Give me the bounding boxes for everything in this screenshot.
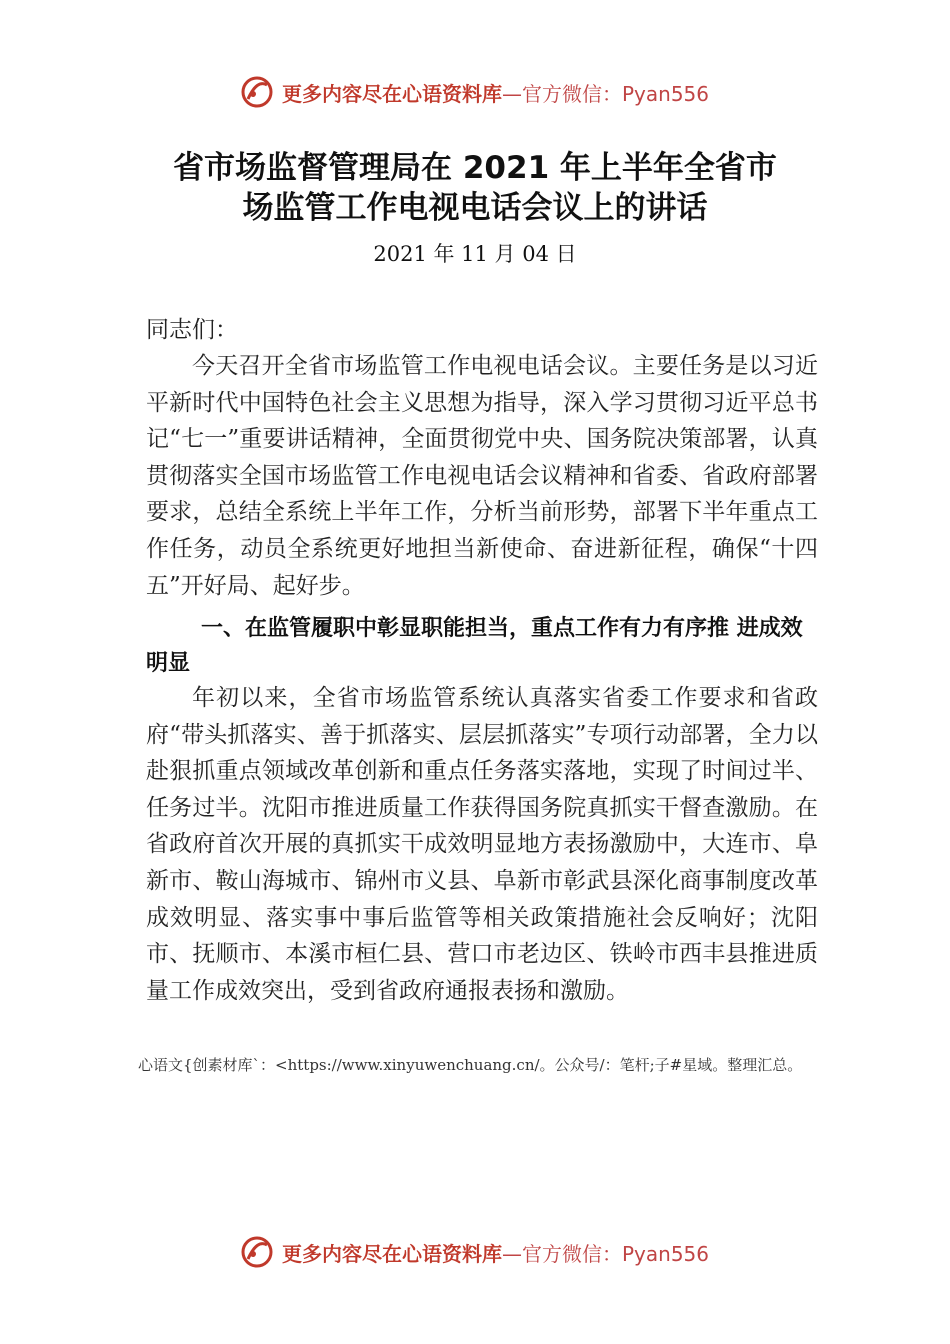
document-title: [120, 148, 830, 228]
paragraph-section-1: 年初以来，全省市场监管系统认真落实省委工作要求和省政府“带头抓落实、善于抓落实、层层抓落实”专项行动部署，全力以赴狠抓重点领域改革创新和重点任务落实落地，实现了时间过半、任务过半。沈阳市推进质量工作获得国务院真抓实干督查激励。在省政府首次开展的真抓实干成效明显地方表扬激励中，大连市、阜新市、鞍山海城市、锦州市义县、阜新市彰武县深化商事制度改革成效明显、落实事中事后监管等相关政策措施社会反响好；沈阳市、抚顺市、本溪市桓仁县、营口市老边区、铁岭市西丰县推进质量工作成效突出，受到省政府通报表扬和激励。: [146, 685, 818, 1004]
banner-text: 更多内容尽在心语资料库—官方微信：Pyan556: [282, 81, 710, 106]
brand-logo-icon: [240, 75, 274, 109]
paragraph-intro: 今天召开全省市场监管工作电视电话会议。主要任务是以习近平新时代中国特色社会主义思想为指导，深入学习贯彻习近平总书记“七一”重要讲话精神，全面贯彻党中央、国务院决策部署，认真贯彻落实全国市场监管工作电视电话会议精神和省委、省政府部署要求，总结全系统上半年工作，分析当前形势，部署下半年重点工作任务，动员全系统更好地担当新使命、奋进新征程，确保“十四五”开好局、起好步。: [146, 353, 818, 599]
section-heading-1: 一、在监管履职中彰显职能担当，重点工作有力有序推 进成效明显: [146, 616, 803, 676]
title-line-2: 场监管工作电视电话会议上的讲话: [242, 190, 708, 226]
footer-banner: [0, 1232, 950, 1272]
banner-text: 更多内容尽在心语资料库—官方微信：Pyan556: [282, 1241, 710, 1266]
title-line-1: 省市场监督管理局在 2021 年上半年全省市: [173, 150, 777, 186]
greeting: 同志们：: [146, 317, 238, 343]
source-footnote: 心语文{创素材库`：<https://www.xinyuwenchuang.cn/。公众号/：笔杆;子#星域。整理汇总。: [138, 1056, 803, 1074]
header-banner: [0, 72, 950, 112]
brand-logo-icon: [240, 1235, 274, 1269]
document-date: 2021 年 11 月 04 日: [373, 242, 577, 266]
